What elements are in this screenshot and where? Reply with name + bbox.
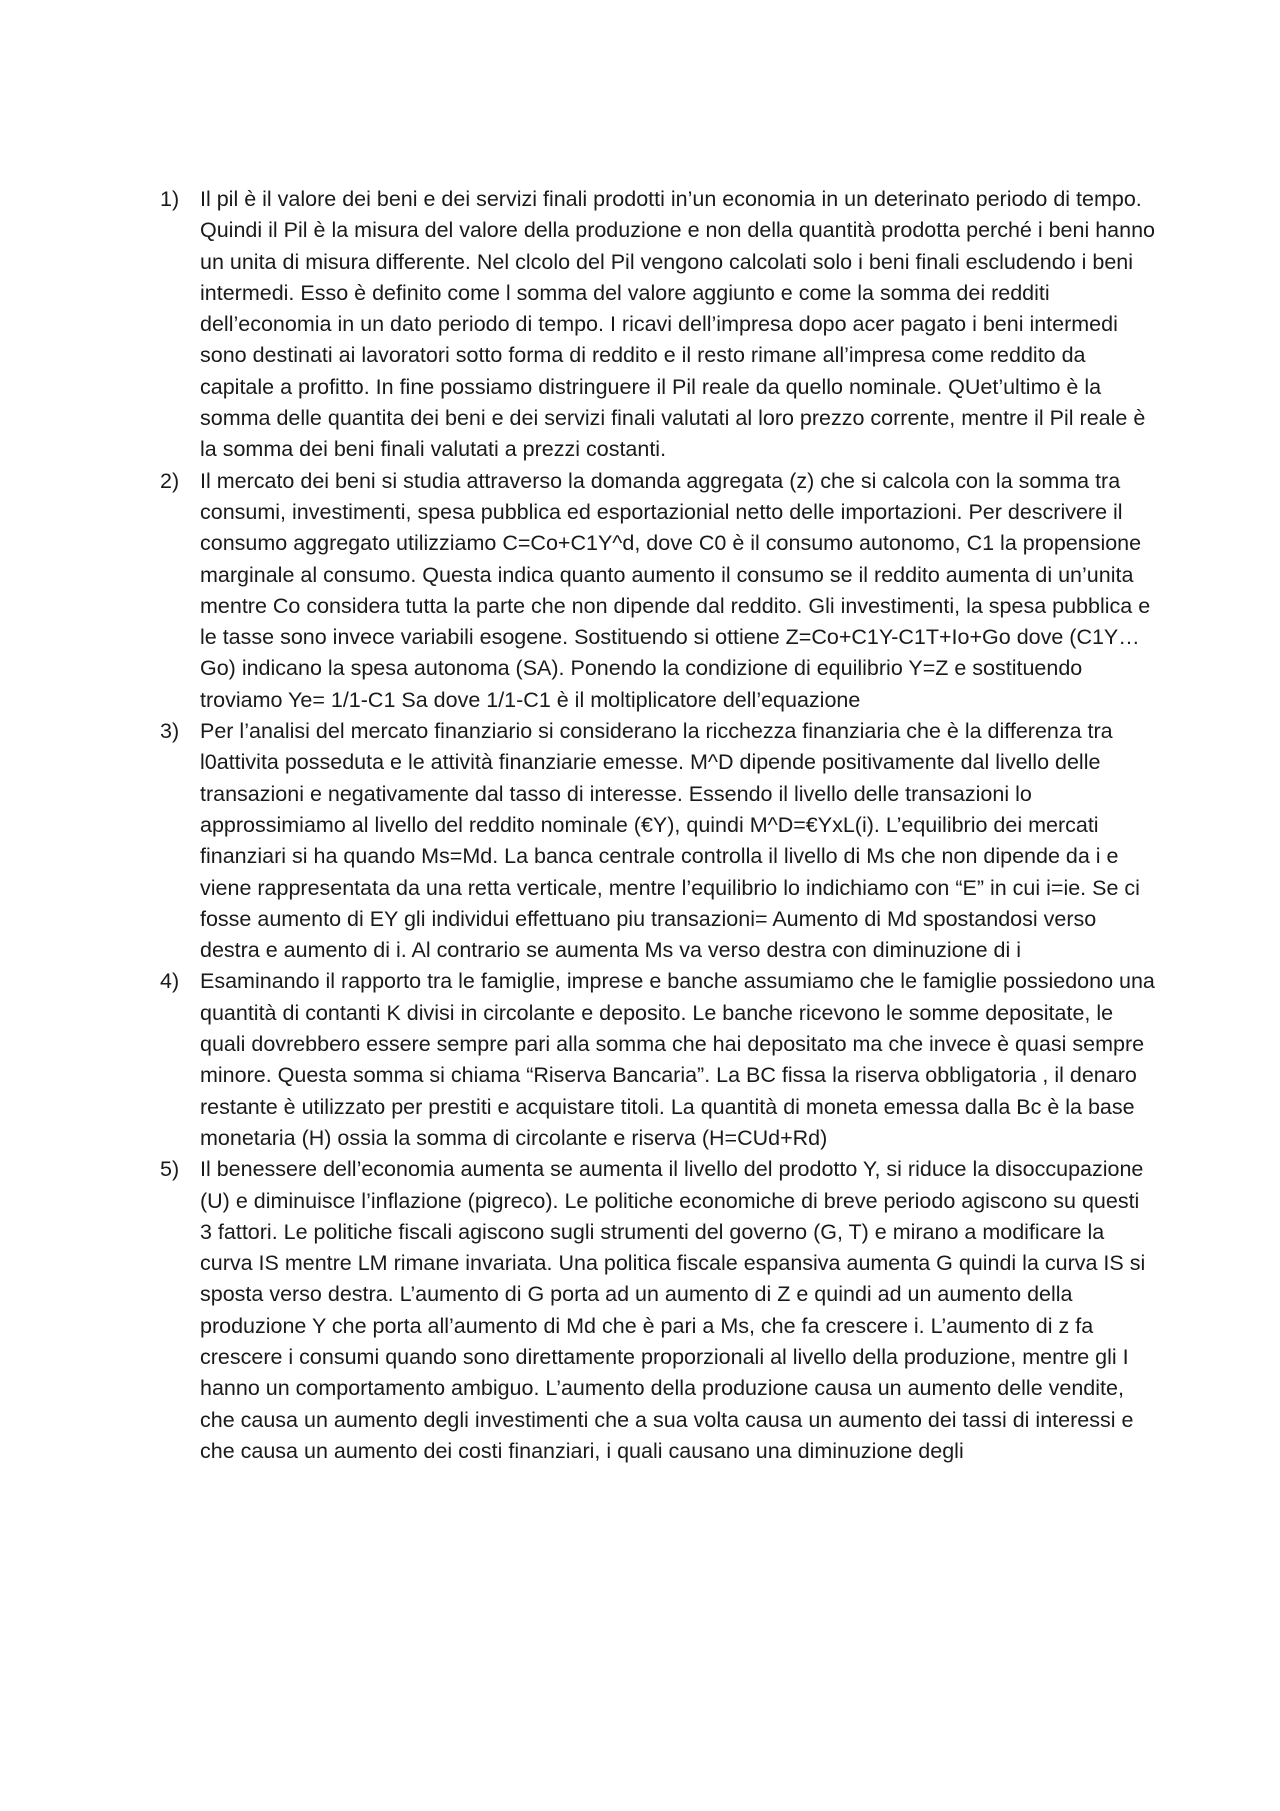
item-text: Per l’analisi del mercato finanziario si considerano la ricchezza finanziaria che è la differenza tra l0attivita posseduta e le attività finanziarie emesse. M^D dipende positivamente dal livello delle transazioni e negativamente dal tasso di interesse. Essendo il livello delle transazioni lo approssimiamo al livello del reddito nominale (€Y), quindi M^D=€YxL(i). L’equilibrio dei mercati finanziari si ha quando Ms=Md. La banca centrale controlla il livello di Ms che non dipende da i e viene rappresentata da una retta verticale, mentre l’equilibrio lo indichiamo con “E” in cui i=ie. Se ci fosse aumento di EY gli individui effettuano piu transazioni= Aumento di Md spostandosi verso destra e aumento di i. Al contrario se aumenta Ms va verso destra con diminuzione di i <box>200 719 1140 963</box>
item-number: 1) <box>160 187 180 211</box>
item-text: Il benessere dell’economia aumenta se aumenta il livello del prodotto Y, si riduce la disoccupazione (U) e diminuisce l’inflazione (pigreco). Le politiche economiche di breve periodo agiscono su questi 3 fattori. Le politiche fiscali agiscono sugli strumenti del governo (G, T) e mirano a modificare la curva IS mentre LM rimane invariata. Una politica fiscale espansiva aumenta G quindi la curva IS si sposta verso destra. L’aumento di G porta ad un aumento di Z e quindi ad un aumento della produzione Y che porta all’aumento di Md che è pari a Ms, che fa crescere i. L’aumento di z fa crescere i consumi quando sono direttamente proporzionali al livello della produzione, mentre gli I hanno un comportamento ambiguo. L’aumento della produzione causa un aumento delle vendite, che causa un aumento degli investimenti che a sua volta causa un aumento dei tassi di interessi e che causa un aumento dei costi finanziari, i quali causano una diminuzione degli <box>200 1157 1146 1463</box>
list-item <box>160 466 1156 716</box>
list-item <box>160 966 1156 1154</box>
item-text: Il pil è il valore dei beni e dei servizi finali prodotti in’un economia in un deterinato periodo di tempo. Quindi il Pil è la misura del valore della produzione e non della quantità prodotta perché i beni hanno un unita di misura differente. Nel clcolo del Pil vengono calcolati solo i beni finali escludendo i beni intermedi. Esso è definito come l somma del valore aggiunto e come la somma dei redditi dell’economia in un dato periodo di tempo. I ricavi dell’impresa dopo acer pagato i beni intermedi sono destinati ai lavoratori sotto forma di reddito e il resto rimane all’impresa come reddito da capitale a profitto. In fine possiamo distringuere il Pil reale da quello nominale. QUet’ultimo è la somma delle quantita dei beni e dei servizi finali valutati al loro prezzo corrente, mentre il Pil reale è la somma dei beni finali valutati a prezzi costanti. <box>200 187 1155 462</box>
item-number: 2) <box>160 468 180 493</box>
numbered-list <box>160 184 1156 1467</box>
item-number: 5) <box>160 1157 180 1182</box>
item-text: Il mercato dei beni si studia attraverso la domanda aggregata (z) che si calcola con la somma tra consumi, investimenti, spesa pubblica ed esportazionial netto delle importazioni. Per descrivere il consumo aggregato utilizziamo C=Co+C1Y^d, dove C0 è il consumo autonomo, C1 la propensione marginale al consumo. Questa indica quanto aumento il consumo se il reddito aumenta di un’unita mentre Co considera tutta la parte che non dipende dal reddito. Gli investimenti, la spesa pubblica e le tasse sono invece variabili esogene. Sostituendo si ottiene Z=Co+C1Y-C1T+Io+Go dove (C1Y…Go) indicano la spesa autonoma (SA). Ponendo la condizione di equilibrio Y=Z e sostituendo troviamo Ye= 1/1-C1 Sa dove 1/1-C1 è il moltiplicatore dell’equazione <box>200 468 1151 712</box>
list-item <box>160 716 1156 966</box>
list-item <box>160 184 1156 466</box>
item-text: Esaminando il rapporto tra le famiglie, imprese e banche assumiamo che le famiglie possiedono una quantità di contanti K divisi in circolante e deposito. Le banche ricevono le somme depositate, le quali dovrebbero essere sempre pari alla somma che hai depositato ma che invece è quasi sempre minore. Questa somma si chiama “Riserva Bancaria”. La BC fissa la riserva obbligatoria , il denaro restante è utilizzato per prestiti e acquistare titoli. La quantità di moneta emessa dalla Bc è la base monetaria (H) ossia la somma di circolante e riserva (H=CUd+Rd) <box>200 969 1155 1150</box>
item-number: 3) <box>160 719 180 744</box>
document-body <box>160 184 1156 1467</box>
item-number: 4) <box>160 969 180 994</box>
list-item <box>160 1154 1156 1467</box>
